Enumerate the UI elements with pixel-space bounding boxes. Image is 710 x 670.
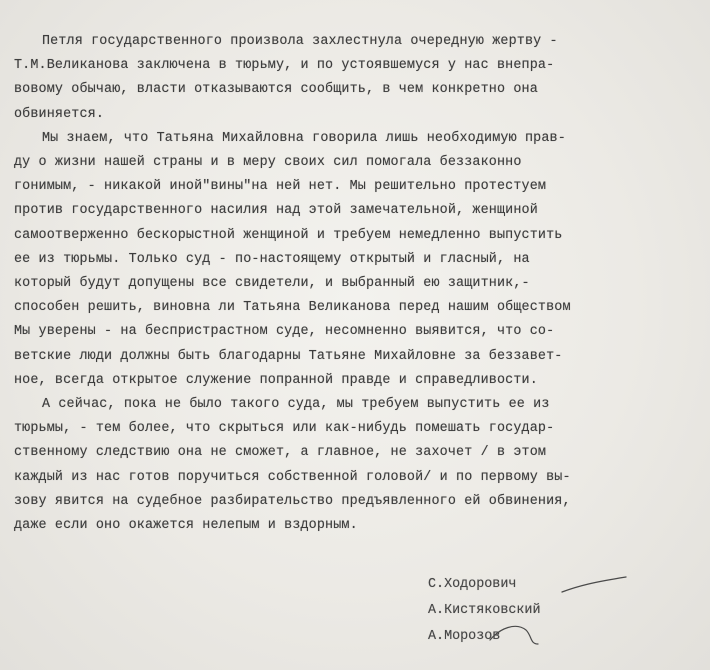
signature-block — [428, 572, 668, 650]
paragraph-2-line-11: ное, всегда открытое служение попранной правде и справедливости. — [14, 372, 538, 388]
signature-kistyakovsky: А.Кистяковский — [428, 603, 541, 618]
letter-body — [14, 30, 700, 538]
paragraph-2-line-8: способен решить, виновна ли Татьяна Великанова перед нашим обществом — [14, 300, 571, 316]
paragraph-2-line-3: гонимым, - никакой иной"вины"на ней нет. Мы решительно протестуем — [14, 179, 547, 195]
paragraph-2-line-4: против государственного насилия над этой замечательной, женщиной — [14, 203, 538, 219]
paragraph-2-line-10: ветские люди должны быть благодарны Татьяне Михайловне за беззавет- — [14, 348, 563, 364]
paragraph-3-line-3: ственному следствию она не сможет, а главное, не захочет / в этом — [14, 445, 547, 461]
paragraph-2-line-6: ее из тюрьмы. Только суд - по-настоящему открытый и гласный, на — [14, 251, 530, 267]
paragraph-2-line-9: Мы уверены - на беспристрастном суде, несомненно выявится, что со- — [14, 324, 555, 340]
signature-khodorovich: С.Ходорович — [428, 577, 517, 592]
paragraph-2-line-5: самоотверженно бескорыстной женщиной и требуем немедленно выпустить — [14, 227, 563, 243]
paragraph-1-line-4: обвиняется. — [14, 106, 105, 122]
signature-morozov: А.Морозов — [428, 629, 501, 644]
paragraph-3-line-4: каждый из нас готов поручиться собственной головой/ и по первому вы- — [14, 469, 571, 485]
paragraph-1-line-2: Т.М.Великанова заключена в тюрьму, и по устоявшемуся у нас внепра- — [14, 58, 555, 74]
paragraph-2-line-1: Мы знаем, что Татьяна Михайловна говорила лишь необходимую прав- — [42, 130, 566, 146]
paragraph-1-line-1: Петля государственного произвола захлестнула очередную жертву - — [42, 34, 558, 49]
paragraph-2-line-2: ду о жизни нашей страны и в меру своих сил помогала беззаконно — [14, 155, 522, 171]
paragraph-1-line-3: вовому обычаю, власти отказываются сообщить, в чем конкретно она — [14, 82, 538, 98]
paragraph-3-line-2: тюрьмы, - тем более, что скрыться или как-нибудь помешать государ- — [14, 421, 555, 437]
paragraph-3-line-1: А сейчас, пока не было такого суда, мы требуем выпустить ее из — [42, 397, 550, 413]
paragraph-3-line-5: зову явится на судебное разбирательство предъявленного ей обвинения, — [14, 493, 571, 509]
paragraph-2-line-7: который будут допущены все свидетели, и выбранный ею защитник,- — [14, 276, 530, 292]
paragraph-3-line-6: даже если оно окажется нелепым и вздорным. — [14, 518, 358, 534]
